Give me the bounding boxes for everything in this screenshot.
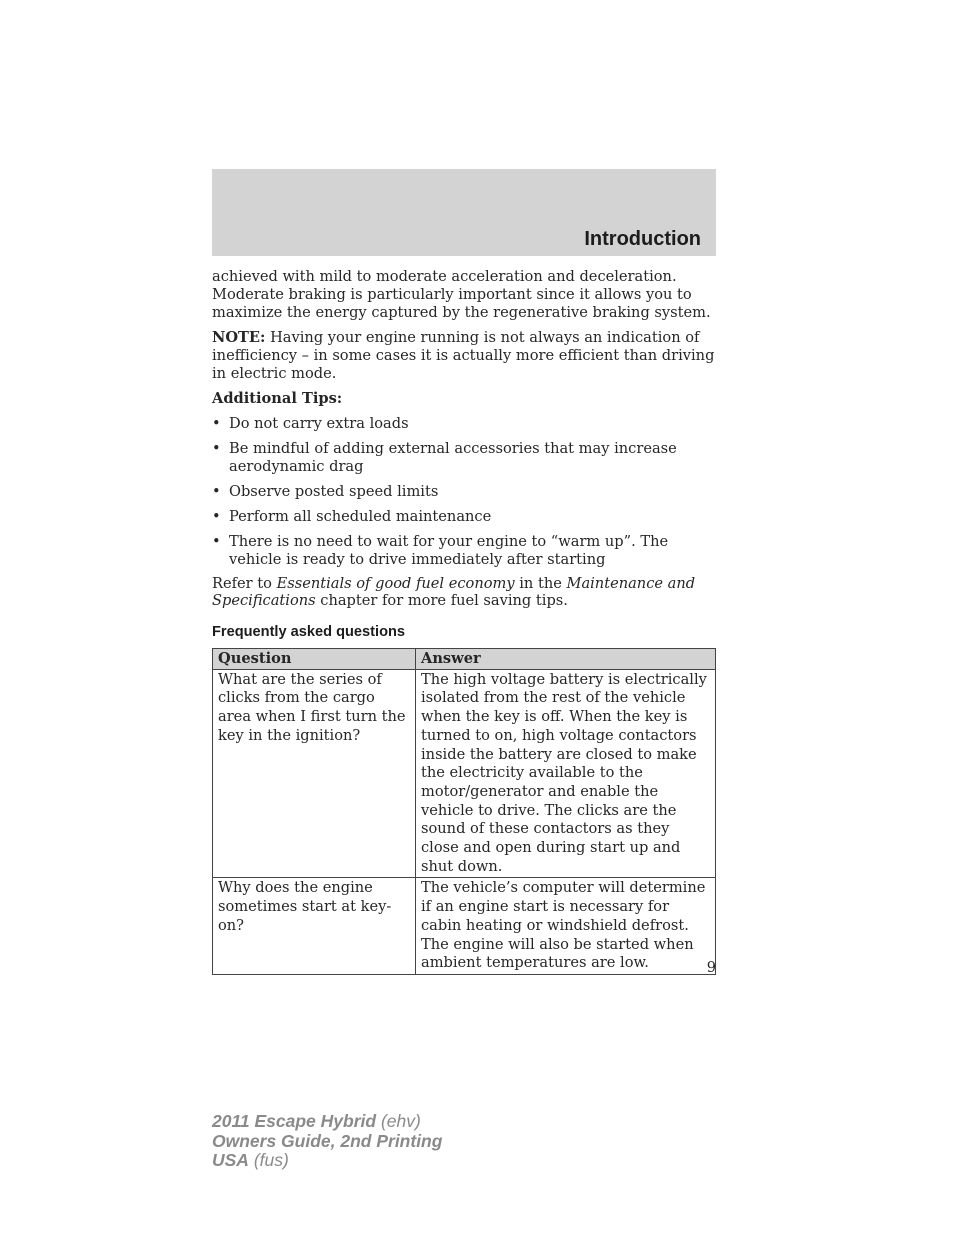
footer-market-code: (fus)	[248, 1150, 289, 1170]
bullet-icon: •	[212, 415, 221, 432]
list-item-text: There is no need to wait for your engine to “warm up”. The vehicle is ready to drive immediately after starting	[229, 533, 669, 568]
column-header-answer: Answer	[416, 649, 716, 670]
refer-paragraph	[212, 576, 716, 609]
table-row	[213, 669, 716, 878]
refer-italic-link: Essentials of good fuel economy	[276, 575, 515, 592]
answer-cell: The vehicle’s computer will determine if an engine start is necessary for cabin heating or windshield defrost. The engine will also be started when ambient temperatures are low.	[416, 878, 716, 975]
footer-model-code: (ehv)	[376, 1111, 421, 1131]
refer-text: Refer to	[212, 575, 277, 592]
footer-edition: Owners Guide, 2nd Printing	[212, 1130, 443, 1151]
intro-paragraph: achieved with mild to moderate acceleration and deceleration. Moderate braking is particularly important since it allows you to maximize the energy captured by the regenerative braking system.	[212, 268, 711, 321]
document-footer	[212, 1112, 442, 1171]
tips-heading-text: Additional Tips:	[212, 390, 343, 407]
footer-market: USA	[212, 1150, 249, 1170]
page-content	[212, 268, 716, 975]
bullet-icon: •	[212, 508, 221, 525]
note-label: NOTE:	[212, 329, 266, 346]
section-title: Introduction	[584, 228, 701, 250]
refer-italic-chapter: Maintenance and Specifications	[212, 575, 696, 609]
bullet-icon: •	[212, 483, 221, 500]
answer-cell: The high voltage battery is electrically isolated from the rest of the vehicle when the key is off. When the key is turned to on, high voltage contactors inside the battery are closed to make the electricity available to the motor/generator and enable the vehicle to drive. The clicks are the sound of these contactors as they close and open during start up and shut down.	[416, 669, 716, 878]
footer-line-2	[212, 1132, 442, 1152]
refer-text: in the	[514, 575, 567, 592]
bullet-icon: •	[212, 440, 221, 457]
note-paragraph	[212, 329, 716, 383]
list-item	[212, 533, 716, 569]
refer-text: chapter for more fuel saving tips.	[315, 591, 568, 609]
list-item	[212, 415, 716, 433]
tips-list	[212, 415, 716, 569]
question-cell: What are the series of clicks from the cargo area when I first turn the key in the ignition?	[213, 669, 416, 878]
table-row	[213, 878, 716, 975]
faq-heading: Frequently asked questions	[212, 624, 406, 640]
note-text: Having your engine running is not always an indication of inefficiency – in some cases it is actually more efficient than driving in electric mode.	[212, 329, 715, 382]
footer-model: 2011 Escape Hybrid	[212, 1111, 377, 1131]
list-item	[212, 440, 716, 476]
column-header-question: Question	[213, 649, 416, 670]
footer-line-1	[212, 1112, 442, 1132]
table-header-row	[213, 649, 716, 670]
list-item	[212, 508, 716, 526]
list-item-text: Perform all scheduled maintenance	[229, 508, 492, 525]
faq-table	[212, 648, 716, 975]
footer-line-3	[212, 1151, 442, 1171]
list-item-text: Observe posted speed limits	[229, 483, 439, 500]
list-item-text: Do not carry extra loads	[229, 415, 409, 432]
section-header-band	[212, 169, 716, 256]
list-item-text: Be mindful of adding external accessories that may increase aerodynamic drag	[229, 440, 677, 475]
list-item	[212, 483, 716, 501]
bullet-icon: •	[212, 533, 221, 550]
question-cell: Why does the engine sometimes start at key-on?	[213, 878, 416, 975]
tips-heading	[212, 390, 716, 408]
page-number: 9	[706, 959, 716, 976]
